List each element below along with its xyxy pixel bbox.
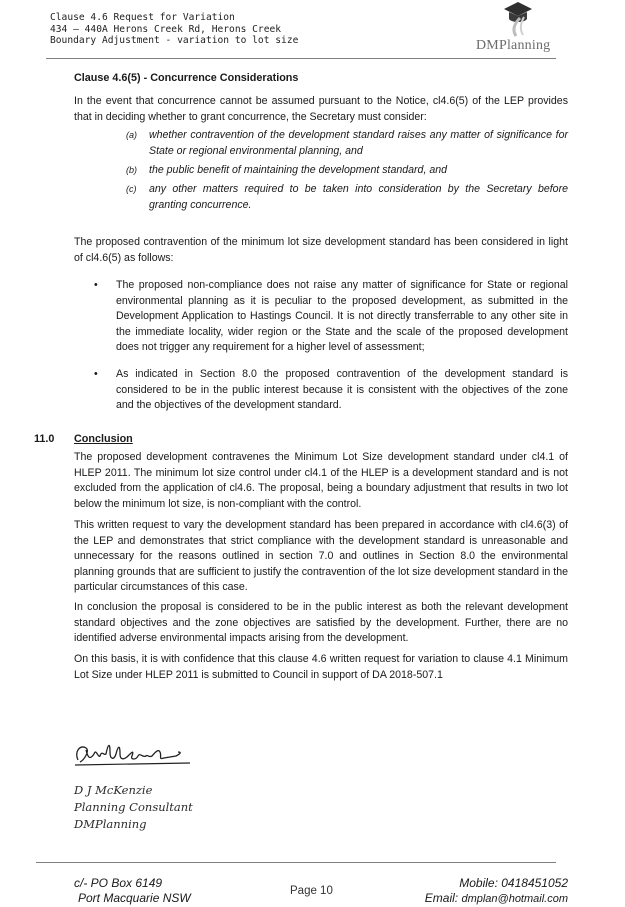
section-number: 11.0	[34, 433, 55, 445]
mobile-number: Mobile: 0418451052	[459, 876, 568, 890]
conclusion-paragraph: In conclusion the proposal is considered to be in the public interest as both the relevant development standard objectives and the zone objectives are satisfied by the development. Further, there are no identified adverse environmental impacts arising from the development.	[74, 601, 568, 645]
company-logo	[470, 0, 570, 56]
conclusion-paragraph: The proposed development contravenes the Minimum Lot Size development standard under cl4.1 of HLEP 2011. The minimum lot size control under cl4.1 of the HLEP is a development standard and is not excluded from the application of cl4.6. The proposal, being a boundary adjustment that results in two lot below the minimum lot size, is non-compliant with the control.	[74, 451, 568, 510]
header-divider	[46, 58, 556, 59]
email-address[interactable]: dmplan@hotmail.com	[461, 893, 568, 905]
footer-divider	[36, 862, 556, 863]
graduation-cap-icon	[498, 0, 538, 40]
handwritten-signature	[72, 738, 192, 770]
bullet-marker: •	[94, 368, 98, 380]
conclusion-paragraph: This written request to vary the development standard has been prepared in accordance with cl4.6(3) of the LEP and demonstrates that strict compliance with the development standard is unreasonable and unnecessary for the reasons outlined in section 7.0 and outlines in Section 8.0 the environmental planning grounds that are sufficient to justify the contravention of the lot size development standard in the particular circumstances of this case.	[74, 519, 568, 594]
footer-contact	[418, 876, 568, 907]
signatory-company: DMPlanning	[74, 817, 147, 831]
intro-paragraph: In the event that concurrence cannot be assumed pursuant to the Notice, cl4.6(5) of the LEP provides that in deciding whether to grant concurrence, the Secretary must consider:	[74, 95, 568, 123]
email-label: Email:	[424, 891, 459, 905]
bullet-list	[74, 278, 568, 356]
footer-address	[74, 876, 191, 906]
header-line: Boundary Adjustment - variation to lot size	[50, 35, 299, 46]
signature-block	[74, 782, 193, 833]
running-header	[50, 12, 298, 47]
bullet-text: As indicated in Section 8.0 the proposed contravention of the development standard is considered to be in the public interest because it is consistent with the objectives of the zone and the objectives of the development standard.	[116, 368, 568, 412]
header-line: Clause 4.6 Request for Variation	[50, 12, 235, 23]
address-line: Port Macquarie NSW	[78, 891, 191, 905]
bullet-item	[74, 367, 568, 414]
list-item-text: any other matters required to be taken into consideration by the Secretary before granting concurrence.	[149, 183, 568, 211]
consideration-paragraph: The proposed contravention of the minimum lot size development standard has been considered in light of cl4.6(5) as follows:	[74, 236, 568, 264]
list-item	[74, 128, 568, 159]
list-marker: (b)	[126, 165, 137, 175]
list-item-text: whether contravention of the development standard raises any matter of significance for State or regional environmental planning, and	[149, 129, 568, 157]
address-line: c/- PO Box 6149	[74, 876, 163, 890]
bullet-marker: •	[94, 279, 98, 291]
list-marker: (c)	[126, 184, 137, 194]
list-item-text: the public benefit of maintaining the development standard, and	[149, 164, 448, 176]
list-marker: (a)	[126, 130, 137, 140]
section-title: Conclusion	[74, 433, 133, 445]
bullet-list	[74, 367, 568, 414]
signatory-role: Planning Consultant	[74, 800, 193, 814]
logo-text: DMPlanning	[476, 38, 551, 53]
bullet-text: The proposed non-compliance does not raise any matter of significance for State or regional environmental planning as it is peculiar to the proposed development, as submitted in the Development Application to Hastings Council. It is not directly transferrable to any other site in the immediate locality, wider region or the State and the scale of the proposed development does not trigger any requirement for a higher level of assessment;	[116, 279, 568, 354]
section-subtitle: Clause 4.6(5) - Concurrence Considerations	[74, 72, 299, 84]
page-number: Page 10	[290, 885, 333, 897]
list-item	[74, 163, 568, 179]
list-item	[74, 182, 568, 213]
signatory-name: D J McKenzie	[74, 783, 153, 797]
header-line: 434 – 440A Herons Creek Rd, Herons Creek	[50, 23, 282, 35]
considerations-list	[74, 163, 568, 179]
considerations-list	[74, 128, 568, 159]
considerations-list	[74, 182, 568, 213]
conclusion-paragraph: On this basis, it is with confidence that this clause 4.6 written request for variation to clause 4.1 Minimum Lot Size under HLEP 2011 is submitted to Council in support of DA 2018-507.1	[74, 653, 568, 681]
bullet-item	[74, 278, 568, 356]
